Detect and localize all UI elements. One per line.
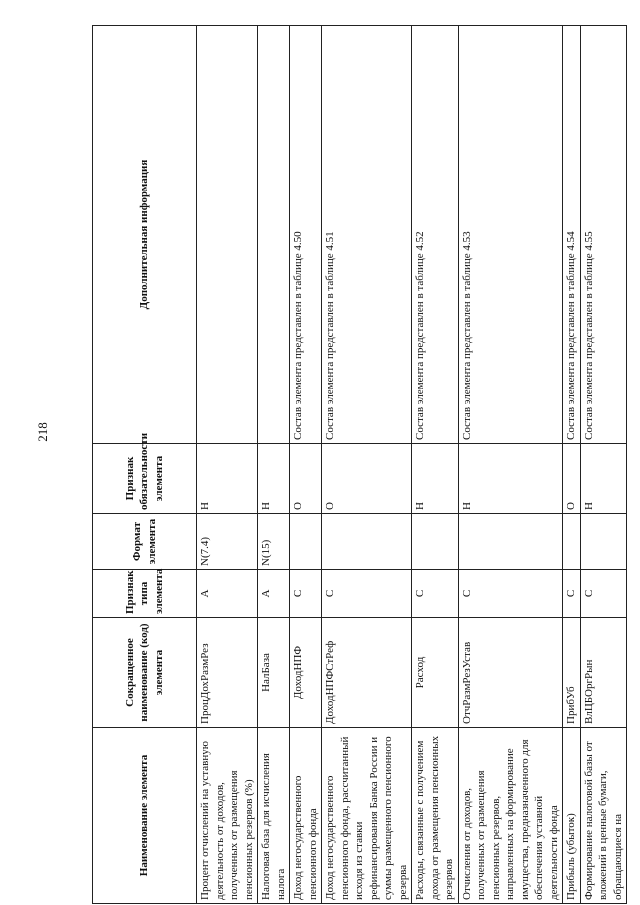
cell-code: ВлЦБОргРын <box>580 618 627 728</box>
cell-info: Состав элемента представлен в таблице 4.55 <box>580 26 627 444</box>
cell-info: Состав элемента представлен в таблице 4.54 <box>563 26 581 444</box>
table-row <box>580 26 627 904</box>
cell-type: С <box>290 570 322 618</box>
cell-code: Расход <box>412 618 459 728</box>
cell-required: О <box>322 444 412 514</box>
cell-required: Н <box>458 444 563 514</box>
cell-type: С <box>322 570 412 618</box>
cell-info <box>197 26 258 444</box>
cell-name: Отчисления от доходов, полученных от размещения пенсионных резервов, направленных на формирование имущества, предназначенного для обеспечения уставной деятельности фонда <box>458 728 563 904</box>
cell-required: О <box>290 444 322 514</box>
cell-name: Доход негосударственного пенсионного фонда, рассчитанный исходя из ставки рефинансирования Банка России и суммы размещенного пенсионного резерва <box>322 728 412 904</box>
cell-required: Н <box>580 444 627 514</box>
header-code: Сокращенное наименование (код) элемента <box>93 618 197 728</box>
header-format: Формат элемента <box>93 514 197 570</box>
cell-required: Н <box>258 444 290 514</box>
table-row <box>258 26 290 904</box>
rotated-table-container <box>92 26 624 904</box>
cell-type: С <box>563 570 581 618</box>
cell-format: N(7.4) <box>197 514 258 570</box>
header-required: Признак обязательности элемента <box>93 444 197 514</box>
cell-format <box>322 514 412 570</box>
cell-info: Состав элемента представлен в таблице 4.50 <box>290 26 322 444</box>
table-row <box>322 26 412 904</box>
cell-code: ПрибУб <box>563 618 581 728</box>
table-row <box>563 26 581 904</box>
header-info: Дополнительная информация <box>93 26 197 444</box>
cell-code: ДоходНПФСтРеф <box>322 618 412 728</box>
cell-format <box>290 514 322 570</box>
cell-info <box>258 26 290 444</box>
cell-info: Состав элемента представлен в таблице 4.53 <box>458 26 563 444</box>
cell-type: С <box>412 570 459 618</box>
cell-name: Формирование налоговой базы от вложений в ценные бумаги, обращающиеся на <box>580 728 627 904</box>
cell-format: N(15) <box>258 514 290 570</box>
elements-table <box>92 25 627 904</box>
cell-format <box>458 514 563 570</box>
cell-type: А <box>258 570 290 618</box>
cell-info: Состав элемента представлен в таблице 4.51 <box>322 26 412 444</box>
cell-code: ОтчРазмРезУстав <box>458 618 563 728</box>
cell-name: Прибыль (убыток) <box>563 728 581 904</box>
header-row <box>93 26 197 904</box>
table-row <box>458 26 563 904</box>
cell-info: Состав элемента представлен в таблице 4.52 <box>412 26 459 444</box>
table-row <box>290 26 322 904</box>
cell-required: Н <box>412 444 459 514</box>
cell-type: С <box>580 570 627 618</box>
header-name: Наименование элемента <box>93 728 197 904</box>
cell-required: О <box>563 444 581 514</box>
cell-name: Процент отчислений на уставную деятельность от доходов, полученных от размещения пенсионных резервов (%) <box>197 728 258 904</box>
cell-code: ДоходНПФ <box>290 618 322 728</box>
cell-format <box>580 514 627 570</box>
header-type: Признак типа элемента <box>93 570 197 618</box>
page-number: 218 <box>35 422 50 442</box>
cell-name: Доход негосударственного пенсионного фонда <box>290 728 322 904</box>
cell-type: А <box>197 570 258 618</box>
table-row <box>197 26 258 904</box>
cell-required: Н <box>197 444 258 514</box>
cell-format <box>563 514 581 570</box>
table-row <box>412 26 459 904</box>
cell-name: Налоговая база для исчисления налога <box>258 728 290 904</box>
cell-format <box>412 514 459 570</box>
cell-name: Расходы, связанные с получением дохода от размещения пенсионных резервов <box>412 728 459 904</box>
cell-type: С <box>458 570 563 618</box>
cell-code: ПроцДохРазмРез <box>197 618 258 728</box>
cell-code: НалБаза <box>258 618 290 728</box>
